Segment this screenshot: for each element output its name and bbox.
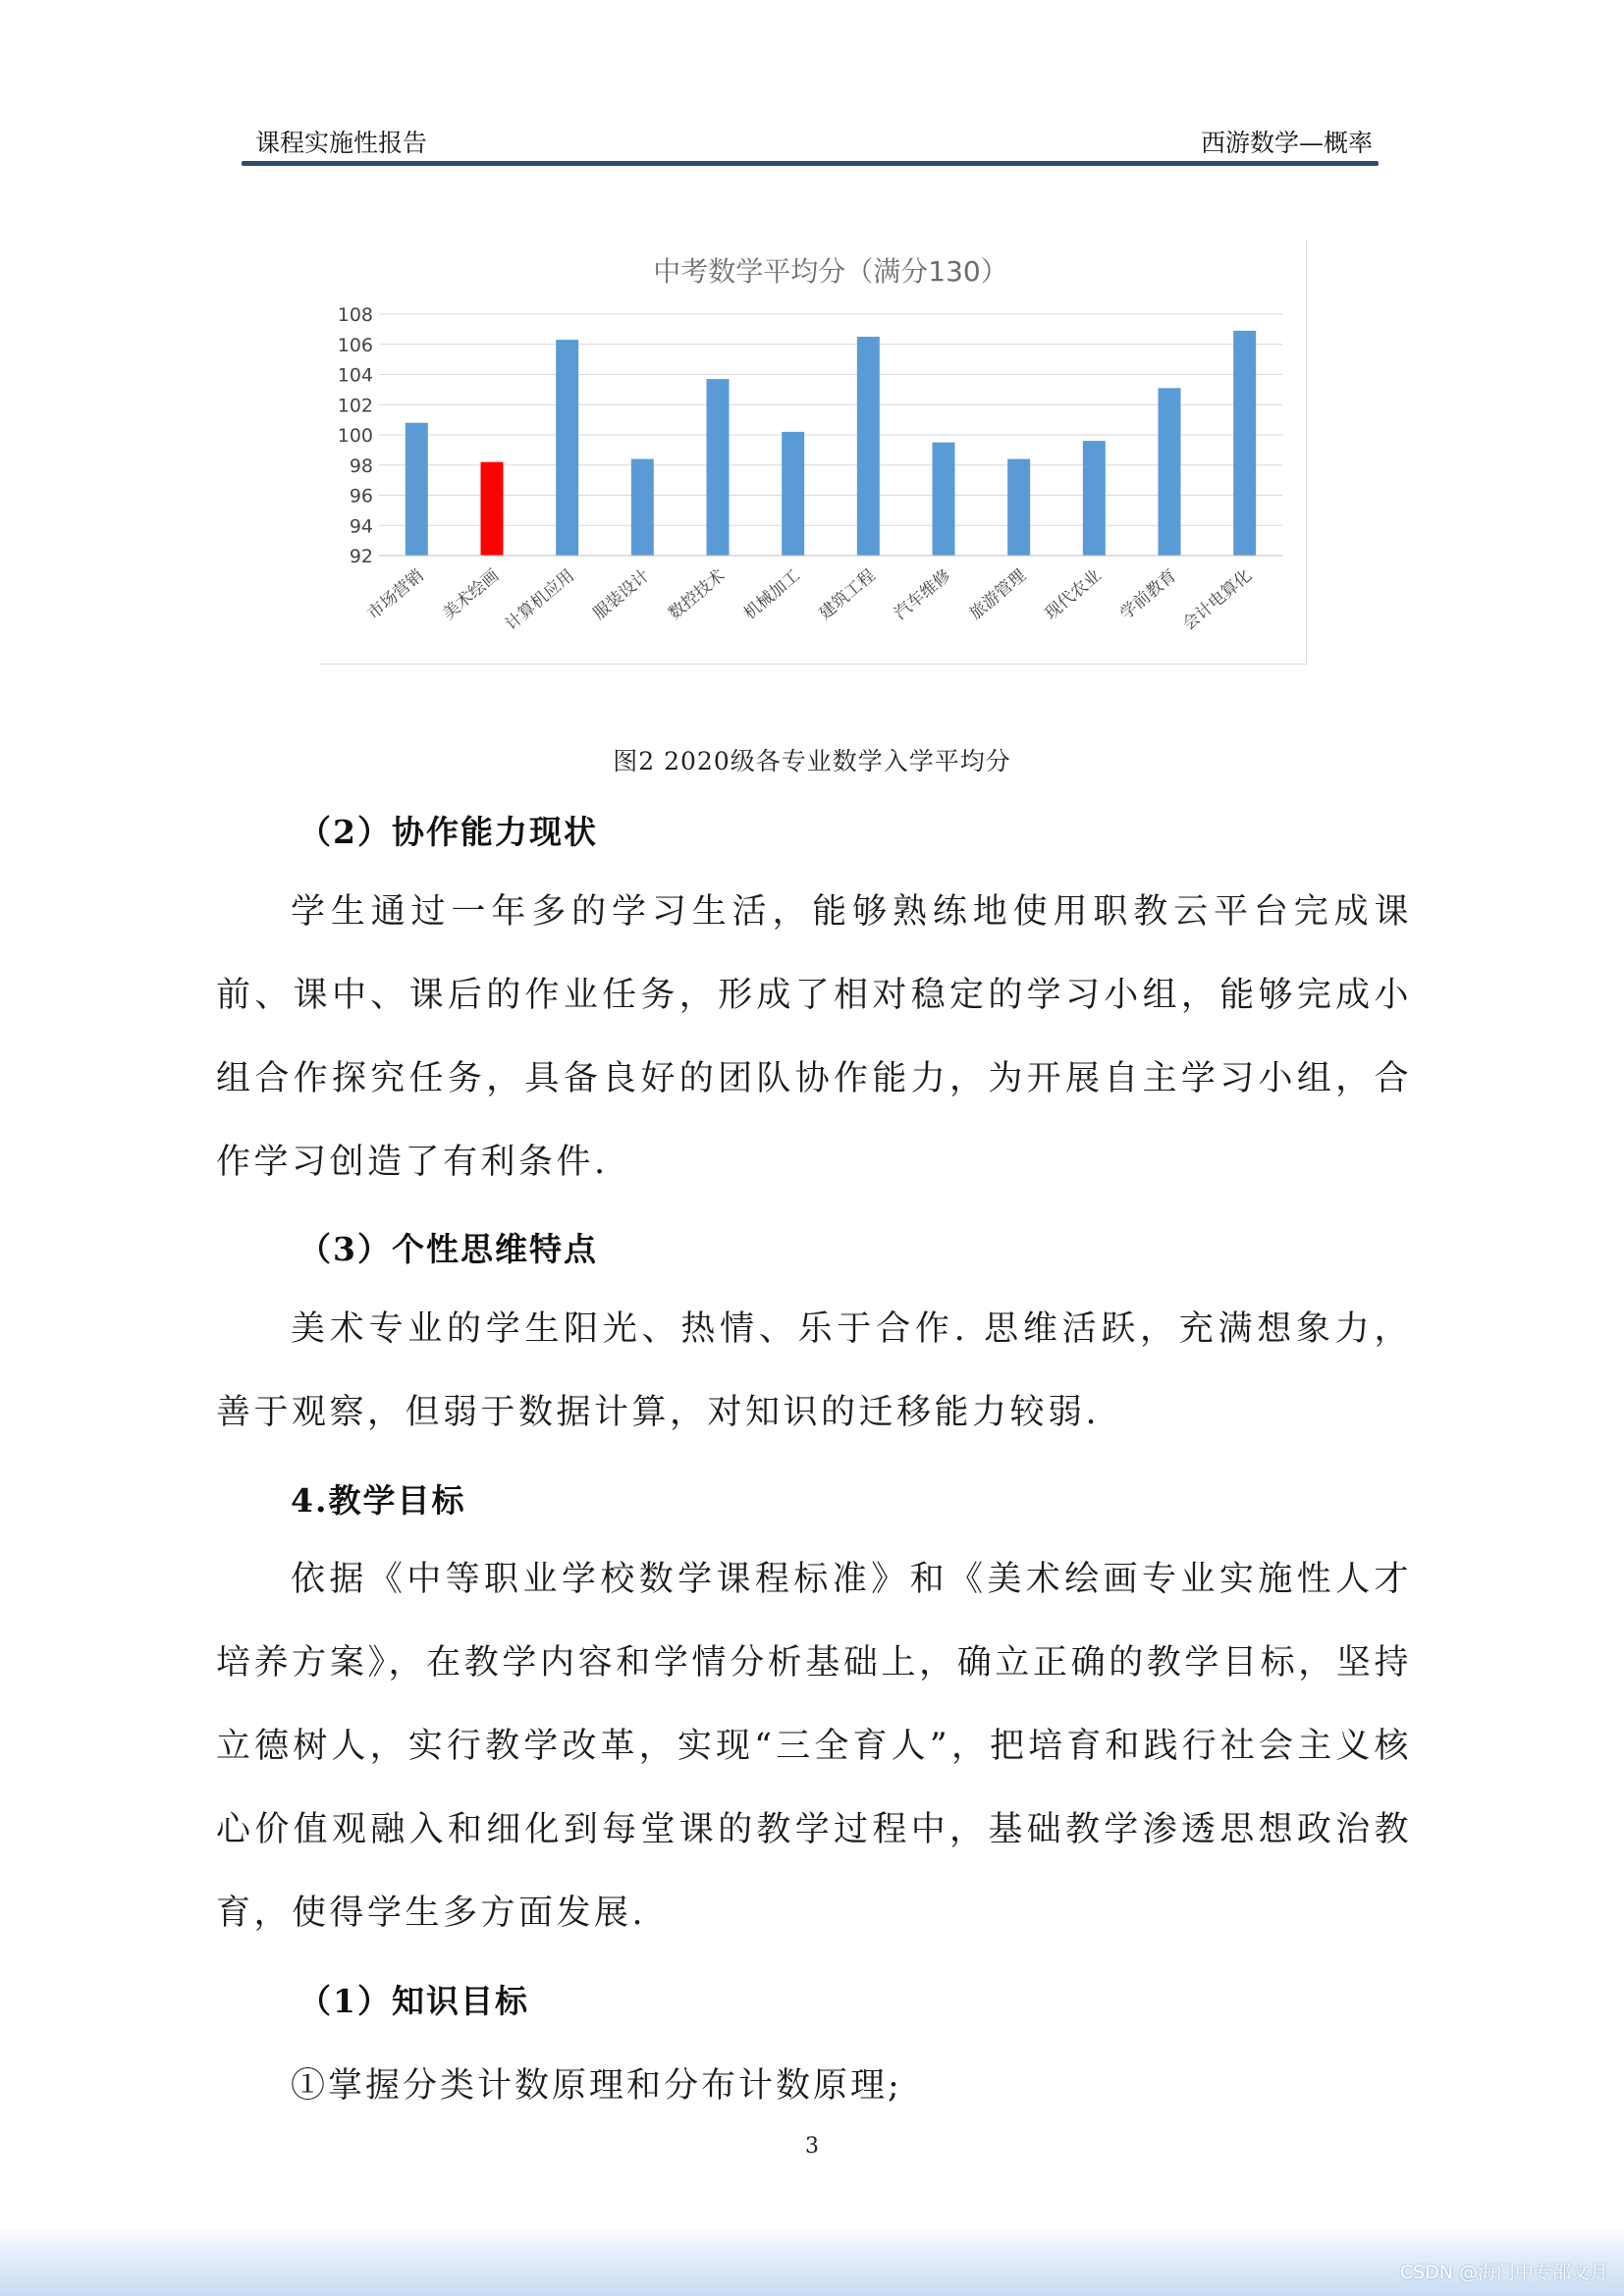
page-number: 3 [805,2134,819,2159]
bar [857,337,880,556]
bar [481,462,504,556]
bar [631,459,654,556]
x-tick-label: 机械加工 [739,565,804,624]
footer-band [0,2227,1624,2296]
x-tick-label: 汽车维修 [891,565,955,624]
y-tick-label: 106 [337,334,373,356]
thinking-paragraph: 美术专业的学生阳光、热情、乐于合作. 思维活跃，充满想象力，善于观察，但弱于数据计算，对知识的迁移能力较弱. [216,1309,1412,1432]
bar [1159,388,1181,556]
x-tick-label: 计算机应用 [501,565,578,635]
bar [556,340,578,556]
figure-caption: 图2 2020级各专业数学入学平均分 [613,747,1011,775]
collab-heading: （2）协作能力现状 [298,813,598,851]
watermark: CSDN @海门中专邵文月 [1399,2262,1608,2283]
bar-chart [320,240,1307,665]
y-tick-label: 98 [349,454,373,477]
header-divider [242,161,1379,166]
y-tick-label: 96 [349,485,373,507]
x-tick-label: 旅游管理 [965,565,1030,624]
goals-heading: 4.教学目标 [291,1481,466,1520]
bar [782,432,804,556]
x-tick-label: 建筑工程 [815,565,880,624]
bar [707,379,730,556]
chart-canvas [320,240,1306,664]
goals-paragraph: 依据《中等职业学校数学课程标准》和《美术绘画专业实施性人才培养方案》，在教学内容和学情分析基础上，确立正确的教学目标，坚持立德树人，实行教学改革，实现“三全育人”，把培育和践行社会主义核心价值观融入和细化到每堂课的教学过程中，基础教学渗透思想政治教育，使得学生多方面发展. [216,1560,1412,1933]
y-tick-label: 102 [337,395,373,417]
bar [1233,331,1256,556]
thinking-heading: （3）个性思维特点 [298,1230,598,1268]
y-tick-label: 92 [349,546,373,567]
x-tick-label: 学前教育 [1116,565,1181,624]
y-tick-label: 108 [337,304,373,326]
x-tick-label: 市场营销 [363,565,428,624]
knowledge-item: ①掌握分类计数原理和分布计数原理; [291,2066,902,2106]
x-tick-label: 会计电算化 [1178,565,1256,635]
bar [406,423,428,556]
bar [1083,441,1106,556]
report-title: 课程实施性报告 [255,129,428,157]
x-tick-label: 服装设计 [589,565,654,624]
course-title: 西游数学—概率 [1200,129,1373,157]
collab-paragraph: 学生通过一年多的学习生活，能够熟练地使用职教云平台完成课前、课中、课后的作业任务，形成了相对稳定的学习小组，能够完成小组合作探究任务，具备良好的团队协作能力，为开展自主学习小组，合作学习创造了有利条件. [216,892,1412,1182]
bar [1007,459,1030,556]
chart-title: 中考数学平均分（满分130） [653,255,1008,288]
y-tick-label: 94 [349,515,373,538]
knowledge-heading: （1）知识目标 [298,1982,529,2020]
x-tick-label: 现代农业 [1041,565,1106,624]
y-tick-label: 100 [337,425,373,447]
y-tick-label: 104 [337,364,373,387]
x-tick-label: 数控技术 [665,565,730,624]
bar [933,443,955,556]
x-tick-label: 美术绘画 [439,565,504,624]
